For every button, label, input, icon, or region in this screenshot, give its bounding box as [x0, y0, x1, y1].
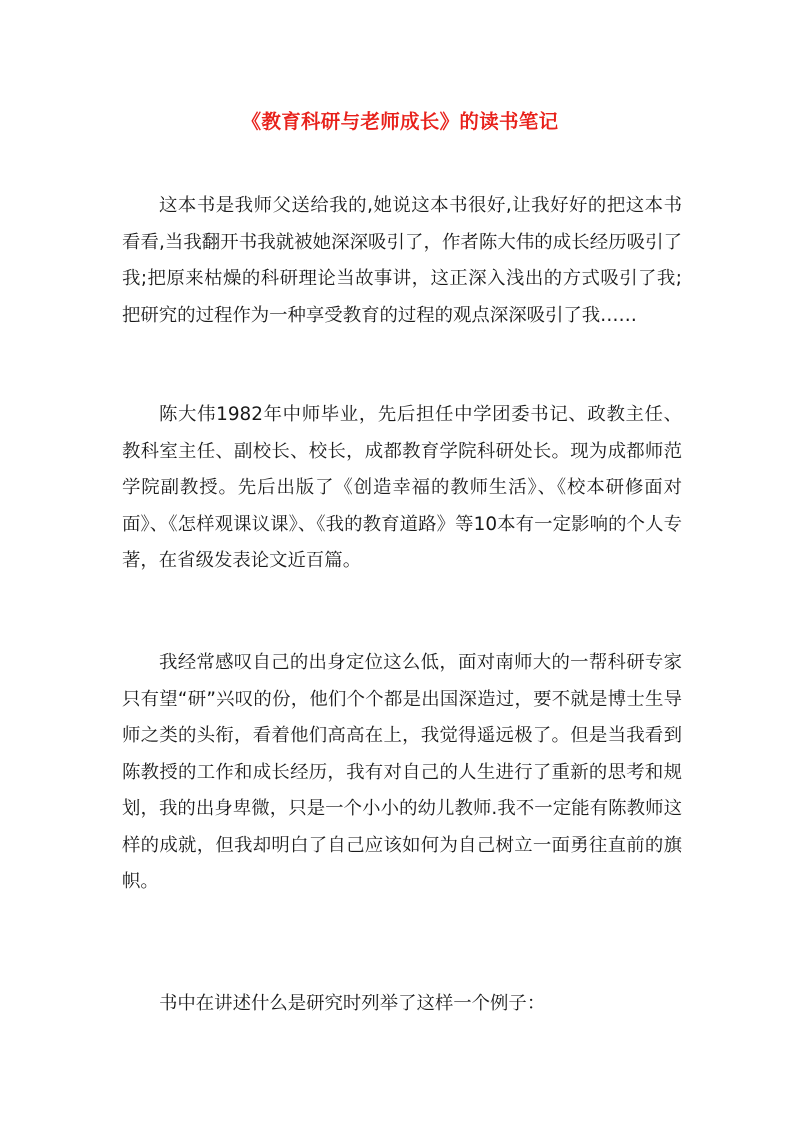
- paragraph-reflection: 我经常感叹自己的出身定位这么低，面对南师大的一帮科研专家只有望“研”兴叹的份，他们个个都是出国深造过，要不就是博士生导师之类的头衔，看着他们高高在上，我觉得遥远极了。但是当我看到陈教授的工作和成长经历，我有对自己的人生进行了重新的思考和规划，我的出身卑微，只是一个小小的幼儿教师.我不一定能有陈教师这样的成就，但我却明白了自己应该如何为自己树立一面勇往直前的旗帜。: [122, 652, 682, 892]
- document-title: 《教育科研与老师成长》的读书笔记: [241, 110, 559, 133]
- paragraph-intro: 这本书是我师父送给我的,她说这本书很好,让我好好的把这本书看看,当我翻开书我就被她深深吸引了，作者陈大伟的成长经历吸引了我;把原来枯燥的科研理论当故事讲，这正深入浅出的方式吸引了我;把研究的过程作为一种享受教育的过程的观点深深吸引了我……: [122, 195, 682, 326]
- paragraph-example-intro: 书中在讲述什么是研究时列举了这样一个例子：: [159, 993, 546, 1014]
- paragraph-author-bio: 陈大伟1982年中师毕业，先后担任中学团委书记、政教主任、教科室主任、副校长、校长，成都教育学院科研处长。现为成都师范学院副教授。先后出版了《创造幸福的教师生活》、《校本研修面对面》、《怎样观课议课》、《我的教育道路》等10本有一定影响的个人专著，在省级发表论文近百篇。: [122, 404, 682, 571]
